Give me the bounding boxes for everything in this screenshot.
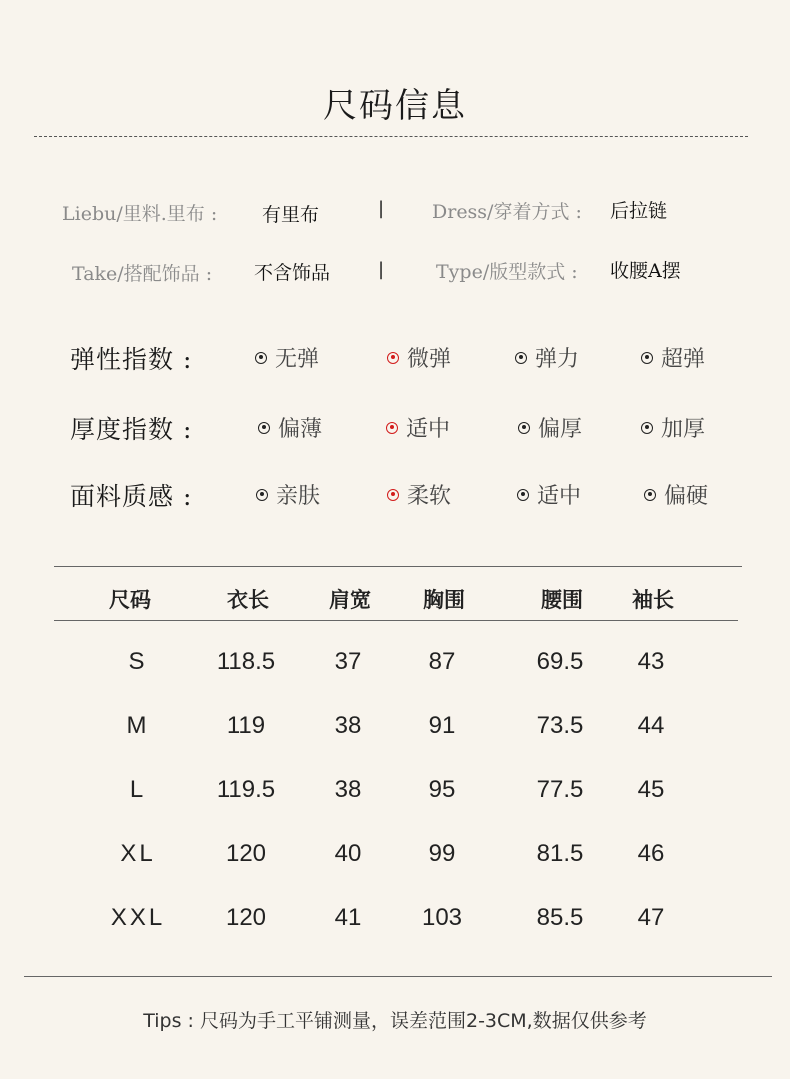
index-label: 弹性指数 :	[70, 345, 193, 374]
size-cell: XXL	[110, 904, 166, 931]
table-cell: 43	[637, 648, 665, 675]
radio-icon	[255, 352, 267, 364]
option-label: 弹力	[535, 347, 580, 372]
radio-icon	[644, 489, 656, 501]
index-option	[387, 342, 451, 373]
dashed-divider	[34, 136, 748, 137]
table-cell: 73.5	[536, 712, 584, 739]
separator: |	[378, 198, 385, 219]
size-cell: S	[128, 648, 148, 675]
option-label: 亲肤	[276, 484, 321, 509]
option-label: 微弹	[407, 347, 452, 372]
index-option	[518, 412, 582, 443]
table-header-cell: 腰围	[541, 587, 583, 612]
table-header-cell: 肩宽	[329, 587, 371, 612]
table-cell: 119.5	[216, 776, 276, 803]
option-label: 无弹	[275, 347, 320, 372]
lining-label: Liebu/里料.里布 :	[62, 203, 218, 225]
type-value: 收腰A摆	[610, 260, 681, 282]
table-cell: 103	[421, 904, 463, 931]
type-label: Type/版型款式 :	[436, 261, 578, 283]
option-label: 加厚	[661, 417, 706, 442]
dress-label: Dress/穿着方式 :	[432, 201, 582, 223]
table-cell: 99	[428, 840, 456, 867]
size-cell: M	[126, 712, 150, 739]
index-option	[386, 412, 450, 443]
table-cell: 47	[637, 904, 665, 931]
index-option	[517, 479, 581, 510]
table-header-cell: 衣长	[227, 587, 269, 612]
index-option	[255, 342, 319, 373]
table-cell: 85.5	[536, 904, 584, 931]
index-option	[644, 479, 708, 510]
radio-icon	[517, 489, 529, 501]
index-label: 厚度指数 :	[70, 415, 193, 444]
table-header-rule	[54, 620, 738, 621]
table-cell: 120	[225, 840, 267, 867]
radio-icon	[515, 352, 527, 364]
radio-icon	[258, 422, 270, 434]
table-cell: 91	[428, 712, 456, 739]
page-title: 尺码信息	[323, 86, 467, 126]
lining-value: 有里布	[262, 204, 320, 226]
option-label: 超弹	[661, 347, 706, 372]
index-option	[258, 412, 322, 443]
selected-radio-icon	[387, 352, 399, 364]
selected-radio-icon	[386, 422, 398, 434]
table-header-cell: 袖长	[632, 587, 674, 612]
table-cell: 44	[637, 712, 665, 739]
index-option	[256, 479, 320, 510]
selected-radio-icon	[387, 489, 399, 501]
table-cell: 95	[428, 776, 456, 803]
table-cell: 40	[334, 840, 362, 867]
accessory-label: Take/搭配饰品 :	[72, 263, 213, 285]
table-cell: 45	[637, 776, 665, 803]
option-label: 适中	[537, 484, 582, 509]
radio-icon	[256, 489, 268, 501]
option-label: 偏硬	[664, 484, 709, 509]
table-cell: 87	[428, 648, 456, 675]
table-cell: 118.5	[216, 648, 276, 675]
tips-text: Tips : 尺码为手工平铺测量，误差范围2-3CM,数据仅供参考	[143, 1010, 647, 1032]
accessory-value: 不含饰品	[254, 262, 331, 284]
bottom-rule	[24, 976, 772, 977]
table-top-rule	[54, 566, 742, 567]
index-label: 面料质感 :	[70, 482, 193, 511]
index-option	[641, 342, 705, 373]
option-label: 偏薄	[278, 417, 323, 442]
size-cell: L	[129, 776, 147, 803]
dress-value: 后拉链	[610, 200, 668, 222]
separator: |	[378, 259, 385, 280]
table-cell: 38	[334, 712, 362, 739]
table-cell: 81.5	[536, 840, 584, 867]
table-cell: 46	[637, 840, 665, 867]
table-header-cell: 尺码	[109, 587, 151, 612]
index-option	[641, 412, 705, 443]
option-label: 柔软	[407, 484, 452, 509]
index-option	[515, 342, 579, 373]
radio-icon	[518, 422, 530, 434]
table-header-cell: 胸围	[423, 587, 465, 612]
table-cell: 77.5	[536, 776, 584, 803]
option-label: 偏厚	[538, 417, 583, 442]
radio-icon	[641, 422, 653, 434]
option-label: 适中	[406, 417, 451, 442]
table-cell: 41	[334, 904, 362, 931]
index-option	[387, 479, 451, 510]
table-cell: 69.5	[536, 648, 584, 675]
table-cell: 38	[334, 776, 362, 803]
table-cell: 120	[225, 904, 267, 931]
table-cell: 37	[334, 648, 362, 675]
size-cell: XL	[120, 840, 156, 867]
table-cell: 119	[226, 712, 266, 739]
radio-icon	[641, 352, 653, 364]
